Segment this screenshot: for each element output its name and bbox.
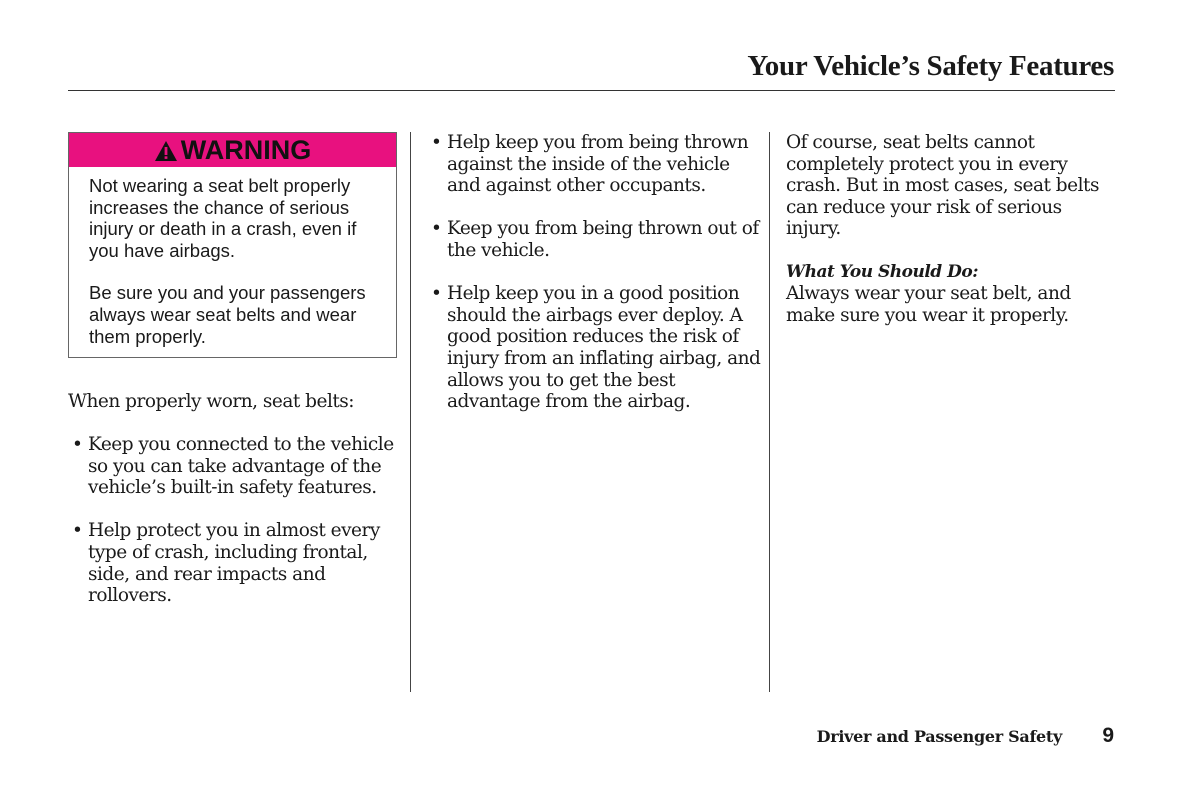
col1-bullet-list <box>68 434 403 628</box>
list-item-text: Help keep you from being thrown against the inside of the vehicle and against other occupants. <box>447 132 749 197</box>
section-subheading: What You Should Do: <box>786 261 978 282</box>
page-title: Your Vehicle’s Safety Features <box>747 50 1114 82</box>
bullet-dot: • <box>431 132 442 153</box>
list-item <box>68 434 403 499</box>
list-item <box>427 132 767 197</box>
list-item-text: Keep you connected to the vehicle so you can take advantage of the vehicle’s built-in safety features. <box>88 434 394 499</box>
col3-text <box>786 132 1106 326</box>
bullet-dot: • <box>431 283 442 305</box>
footer-section-title: Driver and Passenger Safety <box>816 727 1062 746</box>
list-item-text: Help keep you in a good position should the airbags ever deploy. A good position reduces the risk of injury from an inflating airbag, and allows you to get the best advantage from the airbag. <box>447 283 761 413</box>
intro-text: When properly worn, seat belts: <box>68 391 355 412</box>
col3-paragraph: Of course, seat belts cannot completely protect you in every crash. But in most cases, seat belts can reduce your risk of serious injury. <box>786 132 1099 240</box>
list-item <box>427 218 767 261</box>
warning-label: WARNING <box>180 134 312 165</box>
list-item <box>427 283 767 413</box>
column-divider-1 <box>410 132 411 692</box>
bullet-dot: • <box>431 218 442 240</box>
warning-paragraph: Not wearing a seat belt properly increases the chance of serious injury or death in a crash, even if you have airbags. <box>89 175 357 261</box>
warning-box <box>68 132 397 358</box>
bullet-dot: • <box>72 434 83 455</box>
list-item-text: Help protect you in almost every type of crash, including frontal, side, and rear impacts and rollovers. <box>88 520 380 607</box>
warning-paragraph: Be sure you and your passengers always wear seat belts and wear them properly. <box>89 282 366 347</box>
list-item <box>68 520 403 606</box>
col3-action: Always wear your seat belt, and make sure you wear it properly. <box>786 283 1071 326</box>
warning-header <box>69 133 396 167</box>
warning-text <box>89 175 389 368</box>
page-number: 9 <box>1102 724 1114 747</box>
col2-bullet-list <box>427 132 767 434</box>
list-item-text: Keep you from being thrown out of the vehicle. <box>447 218 759 261</box>
warning-triangle-icon <box>154 140 178 162</box>
bullet-dot: • <box>72 520 83 542</box>
column-divider-2 <box>769 132 770 692</box>
title-divider <box>68 90 1115 91</box>
